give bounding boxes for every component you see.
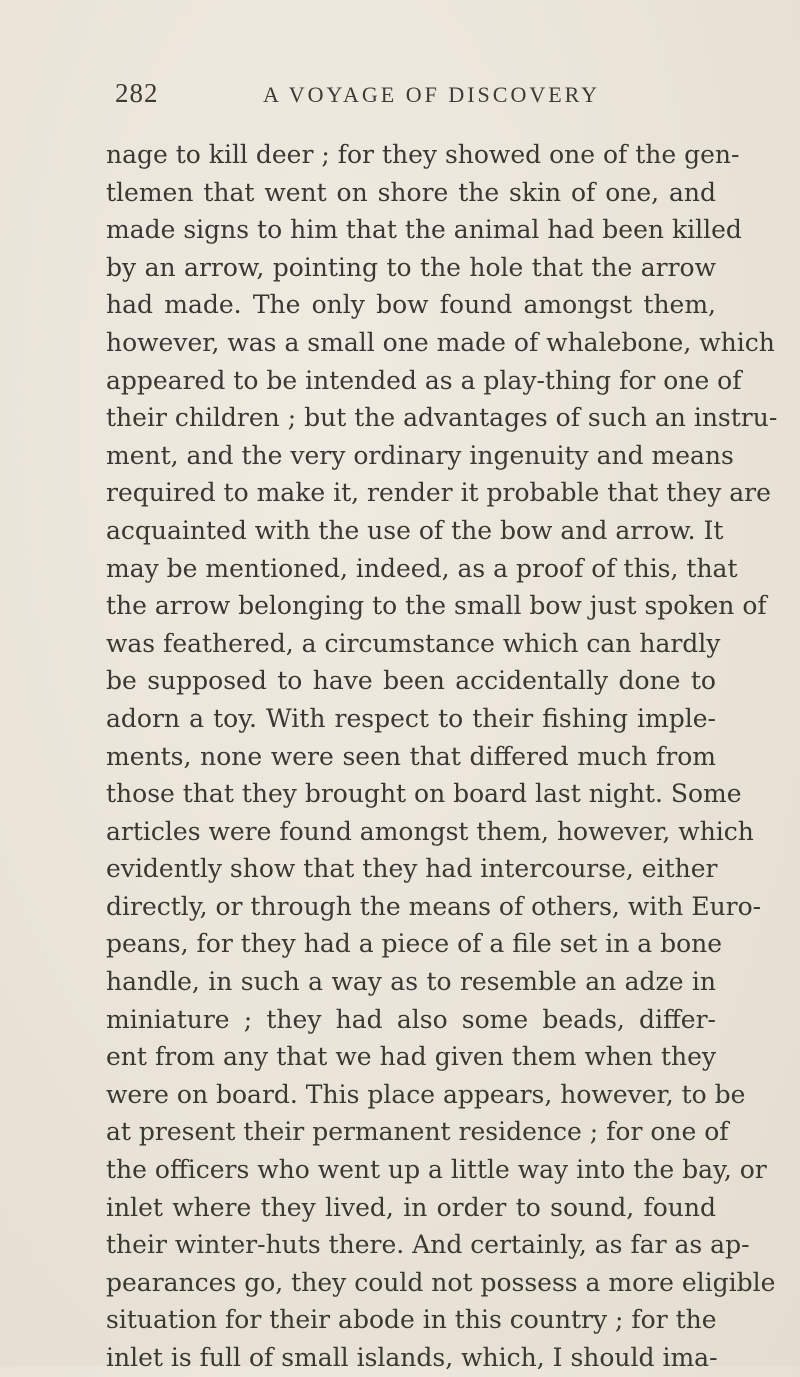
text-line: those that they brought on board last night. Some bbox=[106, 779, 742, 809]
text-line: their children ; but the advantages of such an instru- bbox=[106, 403, 778, 433]
text-line: the arrow belonging to the small bow just spoken of bbox=[106, 591, 767, 621]
text-line: required to make it, render it probable that they are bbox=[106, 478, 771, 508]
text-line: their winter-huts there. And certainly, as far as ap- bbox=[106, 1230, 750, 1260]
text-line: appeared to be intended as a play-thing for one of bbox=[106, 365, 742, 395]
text-line: articles were found amongst them, however, which bbox=[106, 816, 754, 846]
text-line: tlemen that went on shore the skin of one, and bbox=[106, 177, 716, 207]
text-line: peans, for they had a piece of a file set in a bone bbox=[106, 929, 723, 959]
text-line: pearances go, they could not possess a more eligible bbox=[106, 1267, 776, 1297]
text-line: the officers who went up a little way into the bay, or bbox=[106, 1155, 767, 1185]
text-line: be supposed to have been accidentally done to bbox=[106, 666, 716, 696]
text-line: were on board. This place appears, however, to be bbox=[106, 1079, 746, 1109]
running-header bbox=[115, 78, 715, 108]
text-line: evidently show that they had intercourse, either bbox=[106, 854, 718, 884]
page-number: 282 bbox=[115, 78, 159, 108]
text-line: had made. The only bow found amongst them, bbox=[106, 290, 716, 320]
text-line: ment, and the very ordinary ingenuity and means bbox=[106, 440, 734, 470]
text-line: may be mentioned, indeed, as a proof of this, that bbox=[106, 553, 738, 583]
text-line: acquainted with the use of the bow and arrow. It bbox=[106, 515, 724, 545]
text-line: however, was a small one made of whalebone, which bbox=[106, 327, 775, 357]
text-line: at present their permanent residence ; for one of bbox=[106, 1117, 729, 1147]
text-line: by an arrow, pointing to the hole that the arrow bbox=[106, 252, 716, 282]
text-line: nage to kill deer ; for they showed one of the gen- bbox=[106, 140, 740, 169]
text-line: miniature ; they had also some beads, differ- bbox=[106, 1004, 716, 1034]
text-line: situation for their abode in this country ; for the bbox=[106, 1305, 717, 1335]
text-line: made signs to him that the animal had been killed bbox=[106, 215, 742, 245]
text-line: ments, none were seen that differed much from bbox=[106, 741, 716, 771]
running-title: A VOYAGE OF DISCOVERY bbox=[263, 82, 601, 107]
body-text bbox=[106, 136, 778, 1377]
text-line: ent from any that we had given them when they bbox=[106, 1042, 716, 1072]
text-line: inlet where they lived, in order to sound, found bbox=[106, 1192, 716, 1222]
text-line: directly, or through the means of others, with Euro- bbox=[106, 891, 762, 921]
text-line: was feathered, a circumstance which can hardly bbox=[106, 628, 721, 658]
text-line: inlet is full of small islands, which, I should ima- bbox=[106, 1343, 718, 1372]
text-line: handle, in such a way as to resemble an adze in bbox=[106, 967, 716, 997]
text-line: adorn a toy. With respect to their fishing imple- bbox=[106, 703, 716, 733]
